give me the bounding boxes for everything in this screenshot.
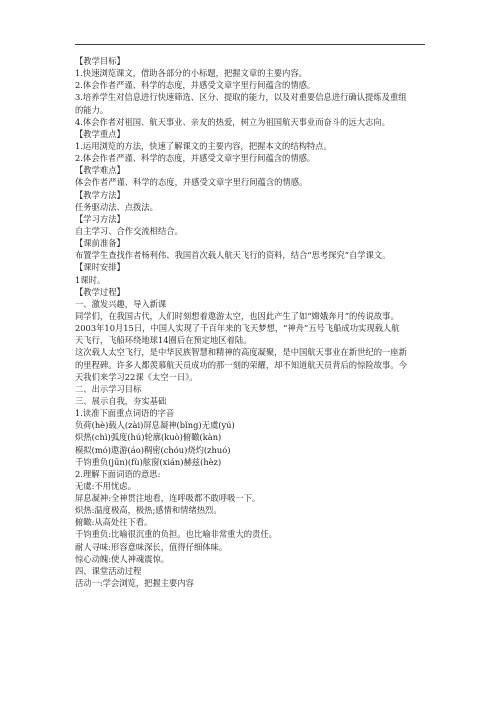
document-body bbox=[75, 55, 427, 589]
text-line: 无虞:不用忧虑。 bbox=[75, 480, 136, 491]
text-line: 2003年10月15日，中国人实现了千百年来的飞天梦想，“神舟”五号飞船成功实现载人航 bbox=[75, 323, 400, 334]
text-line: 1.快速浏览课文，借助各部分的小标题，把握文章的主要内容。 bbox=[75, 68, 307, 79]
text-line: 三、展示自我，夯实基础 bbox=[75, 395, 167, 406]
text-line: 屏息凝神:全神贯注地看，连呼吸都不敢呼吸一下。 bbox=[75, 493, 261, 504]
text-line: 四、课堂活动过程 bbox=[75, 565, 142, 576]
text-line: 任务驱动法、点拨法。 bbox=[75, 201, 158, 212]
text-line: 2.体会作者严谨、科学的态度，并感受文章字里行间蕴含的情感。 bbox=[75, 153, 316, 164]
text-line: 耐人寻味:形容意味深长，值得仔细体味。 bbox=[75, 541, 228, 552]
text-line: 【教学过程】 bbox=[75, 286, 125, 297]
text-line: 模拟(mó)遨游(áo)稠密(chóu)烧灼(zhuó) bbox=[75, 444, 231, 455]
text-line: 4.体会作者对祖国、航天事业、亲友的热爱，树立为祖国航天事业而奋斗的远大志向。 bbox=[75, 116, 390, 127]
text-line: 【课前准备】 bbox=[75, 238, 125, 249]
text-line: 二、出示学习目标 bbox=[75, 383, 142, 394]
text-line: 【教学方法】 bbox=[75, 189, 125, 200]
text-line: 自主学习、合作交流相结合。 bbox=[75, 225, 183, 236]
text-line: 布置学生查找作者杨利伟、我国首次载人航天飞行的资料，结合“思考探究”自学课文。 bbox=[75, 250, 391, 261]
text-line: 【教学目标】 bbox=[75, 56, 125, 66]
text-line: 1.运用浏览的方法，快速了解课文的主要内容，把握本文的结构特点。 bbox=[75, 140, 332, 151]
text-line: 体会作者严谨、科学的态度，并感受文章字里行间蕴含的情感。 bbox=[75, 177, 308, 188]
text-line: 千钧重负(jūn)(fù)舷窗(xián)赫兹(hèz) bbox=[75, 456, 222, 467]
text-line: 炽热:温度极高，极热;感情和情绪热烈。 bbox=[75, 505, 222, 516]
text-line: 1课时。 bbox=[75, 274, 106, 285]
text-line: 天我们来学习22课《太空一日》。 bbox=[75, 371, 198, 382]
text-line: 【课时安排】 bbox=[75, 262, 125, 273]
text-line: 千钧重负:比喻很沉重的负担。也比喻非常重大的责任。 bbox=[75, 529, 277, 540]
text-line: 【教学重点】 bbox=[75, 128, 125, 139]
text-line: 一、激发兴趣，导入新课 bbox=[75, 298, 167, 309]
text-line: 天飞行，飞船环绕地球14圈后在预定地区着陆。 bbox=[75, 335, 252, 346]
text-line: 同学们，在我国古代，人们时刻想着遨游太空，也因此产生了如“嫦娥奔月”的传说故事。 bbox=[75, 310, 399, 321]
text-line: 【教学难点】 bbox=[75, 165, 125, 176]
text-line: 的里程碑。许多人都羡慕航天员成功的那一刻的荣耀，却不知道航天员背后的惊险故事。今 bbox=[75, 359, 407, 370]
header-rule bbox=[75, 44, 425, 45]
text-line: 这次载人太空飞行，是中华民族智慧和精神的高度凝聚，是中国航天事业在新世纪的一座新 bbox=[75, 347, 407, 358]
text-line: 2.体会作者严谨、科学的态度，并感受文章字里行间蕴含的情感。 bbox=[75, 80, 316, 91]
text-line: 俯瞰:从高处往下看。 bbox=[75, 517, 153, 528]
text-line: 的能力。 bbox=[75, 104, 109, 115]
text-line: 2.理解下面词语的意思: bbox=[75, 468, 161, 479]
text-line: 3.培养学生对信息进行快速筛选、区分、提取的能力，以及对重要信息进行确认提炼及重组 bbox=[75, 92, 407, 103]
text-line: 负荷(hè)载人(zài)屏息凝神(bǐng)无虞(yú) bbox=[75, 420, 235, 431]
text-line: 【学习方法】 bbox=[75, 213, 125, 224]
text-line: 炽热(chì)弧度(hú)轮廓(kuò)俯瞰(kàn) bbox=[75, 432, 222, 443]
text-line: 1.读准下面重点词语的字音 bbox=[75, 408, 175, 419]
text-line: 活动一:学会浏览，把握主要内容 bbox=[75, 578, 194, 589]
text-line: 惊心动魄:使人神魂震惊。 bbox=[75, 553, 170, 564]
